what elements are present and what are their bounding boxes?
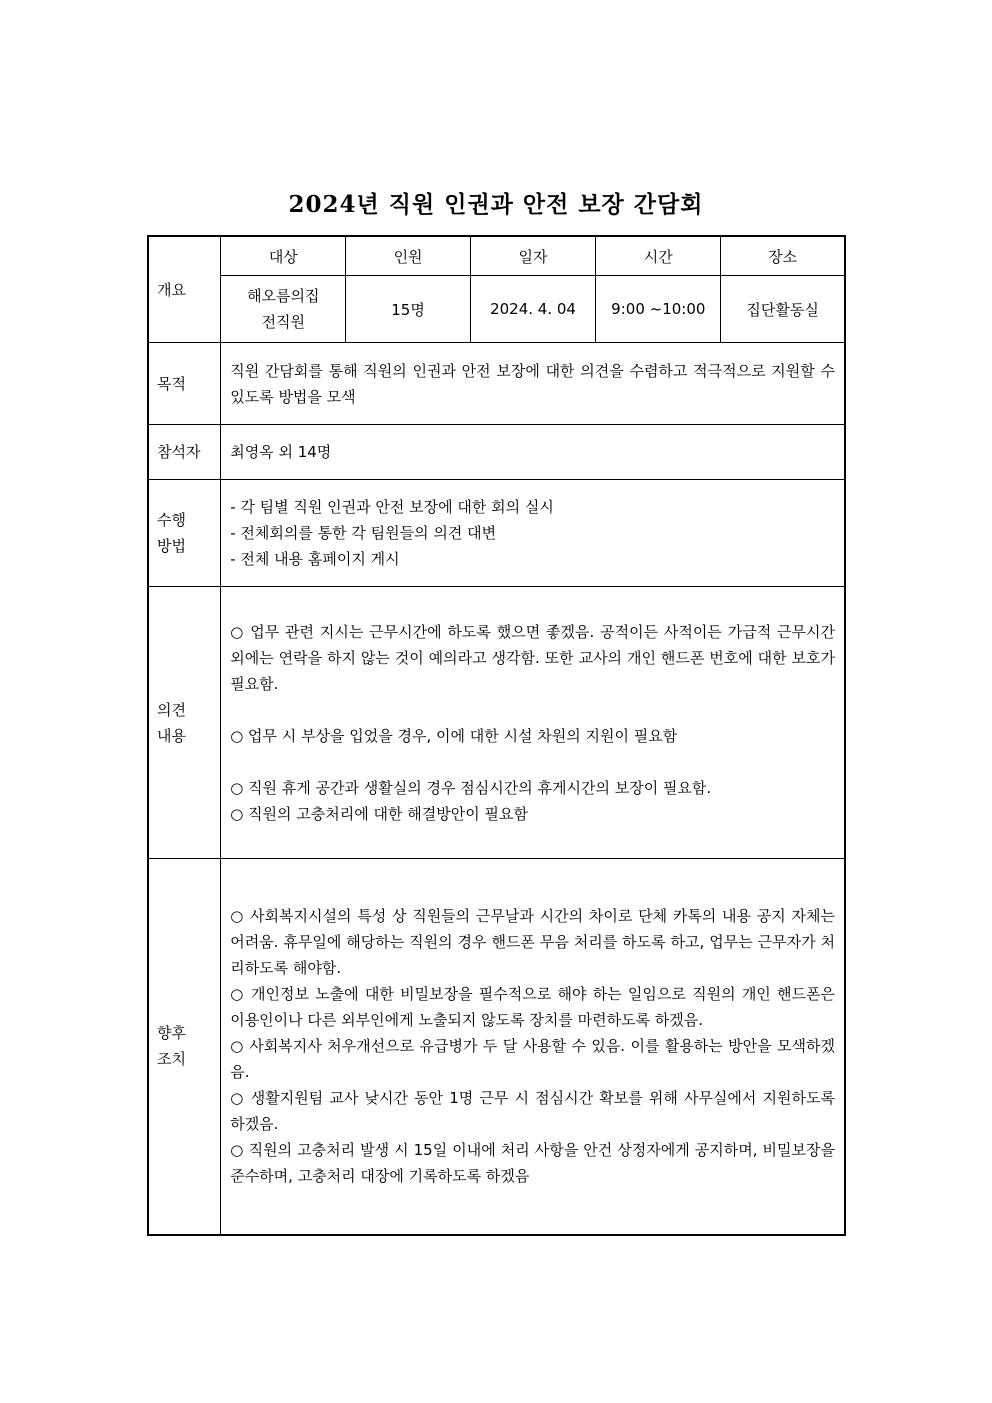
target-cell bbox=[221, 276, 346, 343]
method-label-line2: 방법 bbox=[157, 537, 186, 555]
actions-label bbox=[148, 859, 221, 1235]
attendees-text: 최영옥 외 14명 bbox=[221, 425, 845, 480]
opinion-item: ○ 업무 관련 지시는 근무시간에 하도록 했으면 좋겠음. 공적이든 사적이든 가급적 근무시간 외에는 연락을 하지 않는 것이 예의라고 생각함. 또한 교사의 개인 핸드폰 번호에 대한 보호가 필요함. bbox=[230, 622, 835, 693]
method-label bbox=[148, 480, 221, 587]
attendees-row bbox=[148, 425, 845, 480]
target-line1: 해오름의집 bbox=[247, 287, 320, 305]
method-row bbox=[148, 480, 845, 587]
method-item: - 각 팀별 직원 인권과 안전 보장에 대한 회의 실시 bbox=[230, 498, 554, 516]
action-item: ○ 사회복지사 처우개선으로 유급병가 두 달 사용할 수 있음. 이를 활용하는 방안을 모색하겠음. bbox=[230, 1037, 835, 1082]
action-item: ○ 생활지원팀 교사 낮시간 동안 1명 근무 시 점심시간 확보를 위해 사무실에서 지원하도록 하겠음. bbox=[230, 1089, 835, 1134]
actions-label-line1: 향후 bbox=[157, 1024, 186, 1043]
opinion-item: ○ 직원 휴게 공간과 생활실의 경우 점심시간의 휴게시간의 보장이 필요함. bbox=[230, 778, 712, 797]
header-date: 일자 bbox=[470, 236, 596, 276]
overview-value-row bbox=[148, 276, 845, 343]
overview-header-row bbox=[148, 236, 845, 276]
actions-list bbox=[221, 859, 845, 1235]
time-value: 9:00 ~10:00 bbox=[596, 276, 721, 343]
header-time: 시간 bbox=[596, 236, 721, 276]
overview-label: 개요 bbox=[148, 236, 221, 343]
place-value: 집단활동실 bbox=[721, 276, 845, 343]
method-item: - 전체회의를 통한 각 팀원들의 의견 대변 bbox=[230, 524, 497, 542]
opinions-list bbox=[221, 587, 845, 859]
actions-label-line2: 조치 bbox=[157, 1050, 186, 1069]
method-list bbox=[221, 480, 845, 587]
opinions-row bbox=[148, 587, 845, 859]
action-item: ○ 직원의 고충처리 발생 시 15일 이내에 처리 사항을 안건 상정자에게 공지하며, 비밀보장을 준수하며, 고충처리 대장에 기록하도록 하겠음 bbox=[230, 1141, 835, 1186]
document-title: 2024년 직원 인권과 안전 보장 간담회 bbox=[288, 191, 704, 218]
opinion-item: ○ 업무 시 부상을 입었을 경우, 이에 대한 시설 차원의 지원이 필요함 bbox=[230, 726, 678, 745]
count-value: 15명 bbox=[346, 276, 470, 343]
method-item: - 전체 내용 홈페이지 게시 bbox=[230, 550, 400, 568]
target-line2: 전직원 bbox=[261, 313, 306, 331]
header-target: 대상 bbox=[221, 236, 346, 276]
actions-row bbox=[148, 859, 845, 1235]
action-item: ○ 개인정보 노출에 대한 비밀보장을 필수적으로 해야 하는 일임으로 직원의 개인 핸드폰은 이용인이나 다른 외부인에게 노출되지 않도록 장치를 마련하도록 하겠음. bbox=[230, 985, 835, 1030]
meeting-table bbox=[147, 235, 846, 1236]
opinion-item: ○ 직원의 고충처리에 대한 해결방안이 필요함 bbox=[230, 804, 528, 823]
attendees-label: 참석자 bbox=[148, 425, 221, 480]
action-item: ○ 사회복지시설의 특성 상 직원들의 근무날과 시간의 차이로 단체 카톡의 내용 공지 자체는 어려움. 휴무일에 해당하는 직원의 경우 핸드폰 무음 처리를 하도록 하고, 업무는 근무자가 처리하도록 해야함. bbox=[230, 907, 835, 978]
opinions-label bbox=[148, 587, 221, 859]
header-place: 장소 bbox=[721, 236, 845, 276]
method-label-line1: 수행 bbox=[157, 511, 186, 529]
header-count: 인원 bbox=[346, 236, 470, 276]
purpose-text: 직원 간담회를 통해 직원의 인권과 안전 보장에 대한 의견을 수렴하고 적극적으로 지원할 수 있도록 방법을 모색 bbox=[221, 343, 845, 425]
purpose-row bbox=[148, 343, 845, 425]
date-value: 2024. 4. 04 bbox=[470, 276, 596, 343]
opinions-label-line2: 내용 bbox=[157, 726, 186, 745]
purpose-label: 목적 bbox=[148, 343, 221, 425]
opinions-label-line1: 의견 bbox=[157, 700, 186, 719]
